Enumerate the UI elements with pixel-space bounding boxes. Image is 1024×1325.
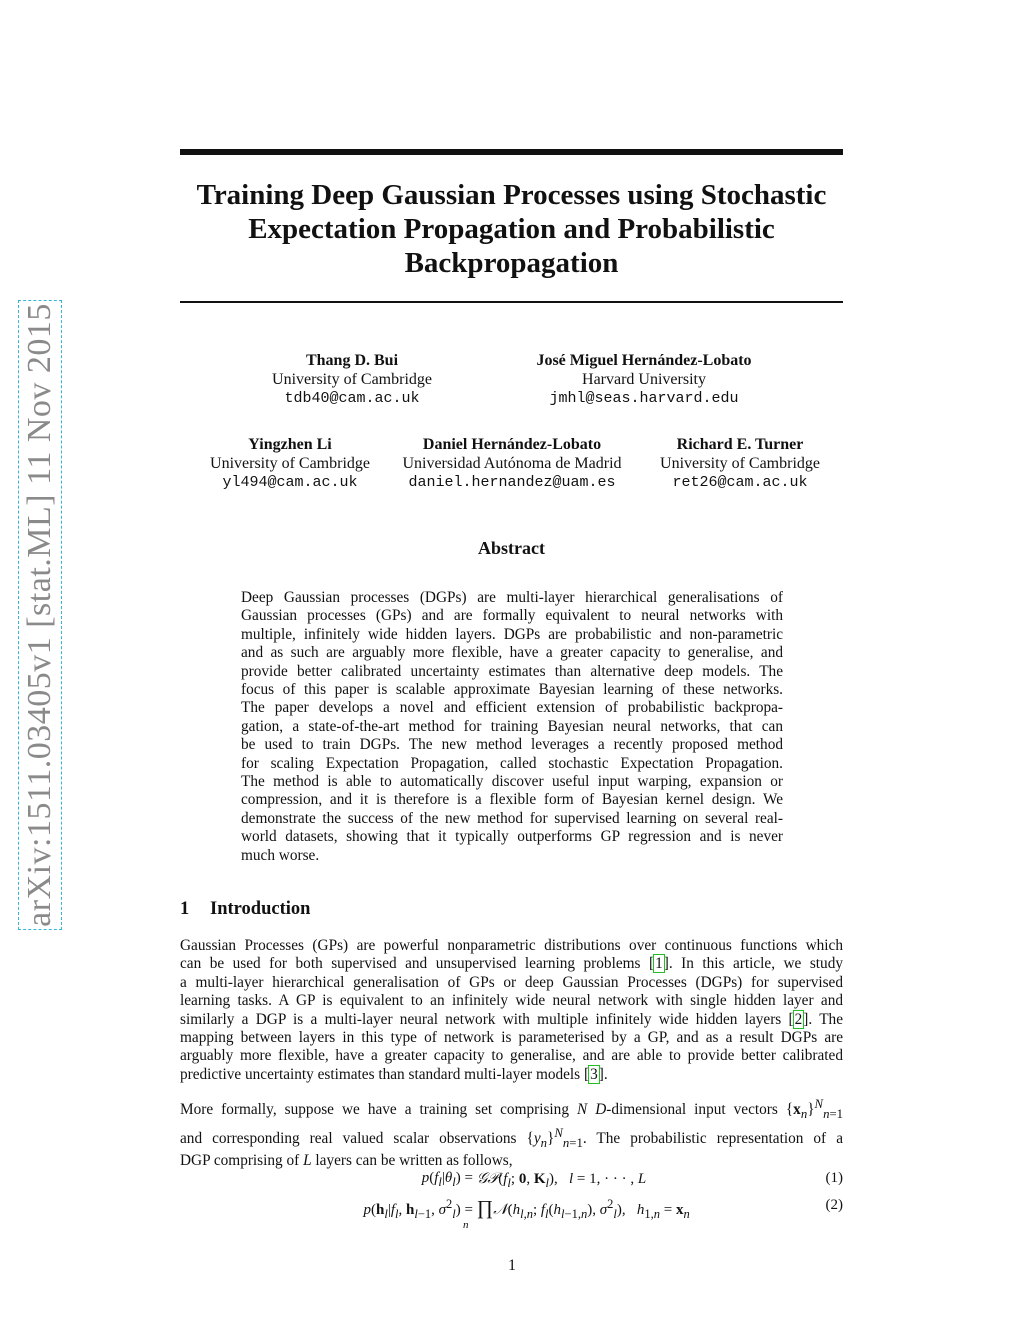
abstract-line: provide better calibrated uncertainty estimates than alternative deep models. The (241, 662, 783, 680)
text-segment: More formally, suppose we have a training set comprising (180, 1101, 577, 1119)
author-affiliation: University of Cambridge (660, 455, 820, 472)
author-email[interactable]: ret26@cam.ac.uk (672, 474, 808, 491)
abstract-line: world datasets, showing that it typically outperforms GP regression and is never (241, 828, 783, 846)
text-segment: . The (808, 1010, 843, 1028)
equation-rhs: $𝒢𝒫(f_l$; 0, $K_l$), l = 1, · · · , L (476, 1171, 647, 1190)
citation-link[interactable]: 3 (590, 1065, 598, 1083)
abstract-line: compression, and it is therefore is a flexible form of Bayesian kernel design. We (241, 791, 783, 809)
author-name: Richard E. Turner (676, 436, 804, 453)
abstract-heading: Abstract (478, 538, 545, 558)
text-line: predictive uncertainty estimates than standard multi-layer models [3]. (180, 1065, 608, 1083)
author-name: José Miguel Hernández-Lobato (536, 352, 752, 369)
arxiv-id: arXiv:1511.03405v1 [stat.ML] 11 Nov 2015 (21, 303, 58, 927)
author-block (392, 435, 632, 492)
author-affiliation: University of Cambridge (272, 371, 432, 388)
text-line: learning tasks. A GP is equivalent to an infinitely wide neural network with single hidden layer and (180, 992, 843, 1010)
paper-title (180, 178, 843, 280)
page-number: 1 (508, 1257, 516, 1274)
text-line: mapping between layers in this type of network is parameterised by a GP, and as a result DGPs are (180, 1029, 843, 1047)
author-name: Thang D. Bui (305, 352, 399, 369)
text-line: a multi-layer hierarchical generalisation of GPs or deep Gaussian Processes (DGPs) for supervised (180, 973, 843, 991)
abstract-body (241, 589, 783, 865)
abstract-line: Gaussian processes (GPs) and are formally equivalent to neural networks with (241, 607, 783, 625)
abstract-line: Deep Gaussian processes (DGPs) are multi-layer hierarchical generalisations of (241, 589, 783, 606)
title-top-rule (180, 149, 843, 155)
text-segment: -dimensional input vectors (606, 1101, 786, 1119)
equation-2 (180, 1197, 843, 1221)
author-email[interactable]: jmhl@seas.harvard.edu (549, 390, 739, 407)
equation-number: (1) (825, 1170, 843, 1186)
author-block (190, 435, 390, 492)
text-segment: layers can be written as follows, (311, 1152, 513, 1170)
author-affiliation: University of Cambridge (210, 455, 370, 472)
text-segment: similarly a DGP is a multi-layer neural network with multiple infinitely wide hidden layers (180, 1010, 789, 1028)
text-segment: DGP comprising of (180, 1152, 304, 1170)
citation-link[interactable]: 2 (794, 1010, 803, 1028)
section-heading (180, 899, 310, 920)
title-line-3: Backpropagation (404, 247, 619, 279)
abstract-line: gation, a state-of-the-art method for training Bayesian neural networks, that can (241, 717, 783, 735)
citation-link[interactable]: 1 (655, 955, 663, 973)
section-number: 1 (180, 899, 190, 919)
author-name: Daniel Hernández-Lobato (422, 436, 602, 453)
text-line: More formally, suppose we have a training set comprising N D-dimensional input vectors $\{x_n\}^N_{n=1}$ (180, 1097, 844, 1122)
text-line: DGP comprising of L layers can be written as follows, (180, 1152, 513, 1170)
abstract-line: The method is able to automatically discover useful input warping, expansion or (241, 773, 783, 791)
author-email[interactable]: yl494@cam.ac.uk (222, 474, 358, 491)
text-segment: . In this article, we study (668, 955, 843, 973)
text-line: can be used for both supervised and unsupervised learning problems [1]. In this article, we study (180, 955, 843, 973)
author-block (504, 351, 784, 408)
text-line: arguably more flexible, have a greater capacity to generalise, and are able to provide better calibrated (180, 1047, 843, 1065)
equation-lhs: $p(f_l|\theta_l)$ = (421, 1170, 473, 1189)
author-email[interactable]: daniel.hernandez@uam.es (408, 474, 616, 491)
equation-1 (180, 1170, 843, 1190)
author-block (640, 435, 840, 492)
intro-paragraph-1 (180, 937, 843, 1084)
equation-rhs: $\prod 𝒩(h_{l,n}$; $f_l(h_{l-1,n})$, $\sigma^2_l$), $h_{1,n} = x_n$ (476, 1197, 690, 1221)
text-segment: and corresponding real valued scalar observations (180, 1129, 527, 1147)
text-line: and corresponding real valued scalar observations $\{y_n\}^N_{n=1}$. The probabilistic representation of a (180, 1125, 843, 1150)
author-email[interactable]: tdb40@cam.ac.uk (284, 390, 420, 407)
abstract-line: and as such are arguably more flexible, have a greater capacity to generalise, and (241, 644, 783, 662)
product-index: n (463, 1219, 469, 1231)
abstract-line: much worse. (241, 846, 320, 864)
author-affiliation: Harvard University (582, 371, 706, 388)
text-segment: . The probabilistic representation of a (582, 1129, 843, 1147)
intro-paragraph-2 (180, 1095, 843, 1171)
abstract-line: multiple, infinitely wide hidden layers. DGPs are probabilistic and non-parametric (241, 625, 783, 643)
abstract-line: for scaling Expectation Propagation, called stochastic Expectation Propagation. (241, 754, 783, 772)
text-segment: can be used for both supervised and unsupervised learning problems (180, 955, 649, 973)
abstract-line: demonstrate the success of the new method for supervised learning on several real- (241, 809, 783, 827)
equation-lhs: $p(h_l|f_l$, $h_{l-1}$, $\sigma^2_l$) = (363, 1197, 473, 1221)
text-segment: . (603, 1065, 608, 1083)
abstract-line: be used to train DGPs. The new method leverages a recently proposed method (241, 736, 783, 754)
text-segment: predictive uncertainty estimates than standard multi-layer models (180, 1065, 584, 1083)
author-affiliation: Universidad Autónoma de Madrid (402, 455, 622, 472)
author-block (221, 351, 483, 408)
abstract-line: focus of this paper is scalable approximate Bayesian learning of these networks. (241, 681, 783, 699)
title-line-1: Training Deep Gaussian Processes using Stochastic (196, 179, 827, 211)
equation-number: (2) (825, 1197, 843, 1213)
abstract-line: The paper develops a novel and efficient extension of probabilistic backpropa- (241, 699, 783, 717)
text-line: Gaussian Processes (GPs) are powerful nonparametric distributions over continuous functions which (180, 937, 843, 954)
text-line: similarly a DGP is a multi-layer neural network with multiple infinitely wide hidden layers [2]. The (180, 1010, 843, 1028)
title-bottom-rule (180, 301, 843, 303)
title-line-2: Expectation Propagation and Probabilistic (248, 213, 775, 245)
author-name: Yingzhen Li (248, 436, 332, 453)
section-title: Introduction (210, 899, 311, 919)
